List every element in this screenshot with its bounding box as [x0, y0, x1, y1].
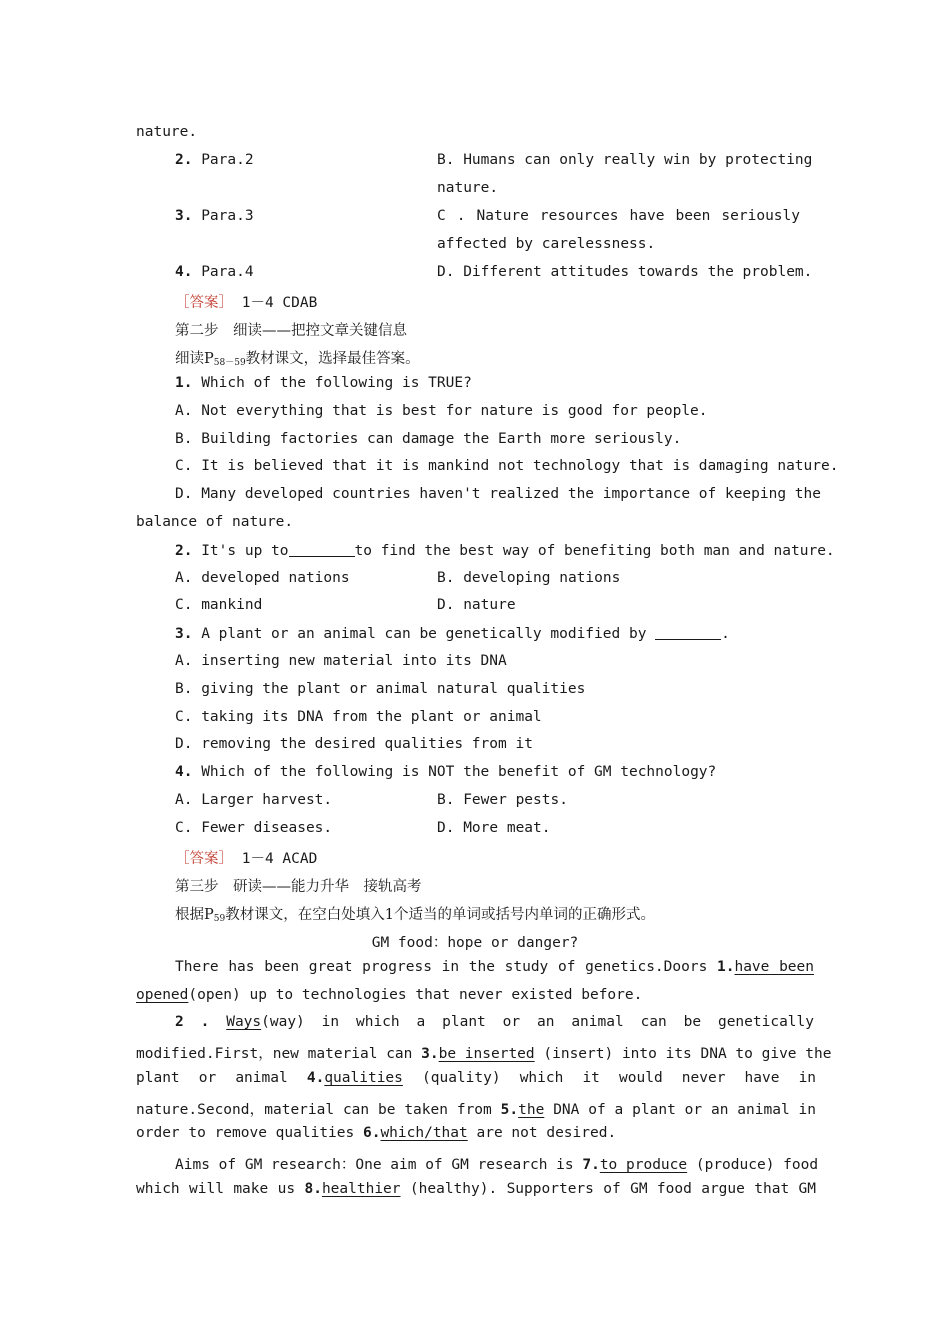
passage-text: (produce) food: [695, 1157, 819, 1173]
question-1: [175, 375, 855, 391]
blank-answer: qualities: [324, 1070, 403, 1086]
question-num: 4.: [175, 764, 193, 780]
question-num: 1.: [175, 375, 193, 391]
question-text: to find the best way of benefiting both man and nature.: [354, 543, 835, 559]
passage-line: [136, 1070, 816, 1086]
match-para: Para.4: [201, 264, 254, 280]
passage-line: [175, 959, 814, 975]
option: B. Building factories can damage the Earth more seriously.: [175, 431, 682, 447]
blank-answer: Ways: [226, 1014, 262, 1030]
passage-line: [136, 987, 816, 1003]
passage-line: [175, 1014, 814, 1030]
match-option: B. Humans can only really win by protecting: [437, 152, 813, 168]
passage-text: (way) in which a plant or an animal can be genetically: [261, 1014, 814, 1030]
option: A. developed nations: [175, 570, 350, 586]
question-text: It's up to: [201, 543, 289, 559]
option: D. removing the desired qualities from it: [175, 736, 533, 752]
option: A. Larger harvest.: [175, 792, 333, 808]
match-answer: [175, 291, 855, 312]
option: B. giving the plant or animal natural qualities: [175, 681, 586, 697]
option: C. It is believed that it is mankind not technology that is damaging nature.: [175, 458, 839, 474]
match-option: C . Nature resources have been seriously: [437, 208, 800, 224]
passage-text: nature.Second，material can be taken from: [136, 1102, 492, 1118]
passage-text: Aims of GM research：One aim of GM research is: [175, 1157, 574, 1173]
answer-blank: [655, 625, 721, 640]
instr-text: 教材课文，选择最佳答案。: [245, 351, 420, 367]
option: B. Fewer pests.: [437, 792, 568, 808]
option: A. Not everything that is best for nature is good for people.: [175, 403, 708, 419]
option: C. taking its DNA from the plant or animal: [175, 709, 542, 725]
blank-num: 2 .: [175, 1014, 210, 1030]
passage-text: order to remove qualities: [136, 1125, 355, 1141]
match-num: 4.: [175, 264, 193, 280]
passage-text: modified.First，new material can: [136, 1046, 413, 1062]
blank-answer: which/that: [380, 1125, 468, 1141]
step2-instruction: [175, 347, 855, 368]
match-num: 2.: [175, 152, 193, 168]
answer-tag: ［答案］: [175, 295, 233, 311]
page-ref: 59: [213, 914, 226, 924]
question-num: 3.: [175, 626, 193, 642]
instr-text: 教材课文，在空白处填入1个适当的单词或括号内单词的正确形式。: [225, 907, 655, 923]
step3-instruction: [175, 903, 855, 924]
passage-text: (open) up to technologies that never existed before.: [188, 987, 643, 1003]
passage-text: plant or animal: [136, 1070, 288, 1086]
blank-num: 4.: [306, 1070, 325, 1086]
passage-text: (insert) into its DNA to give the: [543, 1046, 832, 1062]
match-option-cont: nature.: [437, 180, 499, 196]
blank-answer: the: [518, 1102, 545, 1118]
question-num: 2.: [175, 543, 193, 559]
blank-answer: opened: [136, 987, 189, 1003]
blank-num: 5.: [500, 1102, 519, 1118]
answer-text: 1－4 CDAB: [241, 295, 318, 311]
question-text: .: [721, 626, 730, 642]
question-text: A plant or an animal can be genetically modified by: [201, 626, 647, 642]
blank-num: 8.: [304, 1181, 322, 1197]
question-4: [175, 764, 855, 780]
instr-text: 根据P: [175, 907, 214, 923]
option: D. nature: [437, 597, 516, 613]
question-text: Which of the following is TRUE?: [201, 375, 472, 391]
passage-text: (quality) which it would never have in: [422, 1070, 817, 1086]
passage-text: which will make us: [136, 1181, 296, 1197]
match-para: Para.3: [201, 208, 254, 224]
option: C. Fewer diseases.: [175, 820, 333, 836]
passage-line: [136, 1042, 832, 1063]
question-text: Which of the following is NOT the benefit of GM technology?: [201, 764, 717, 780]
passage-line: [136, 1181, 816, 1197]
option-cont: balance of nature.: [136, 514, 294, 530]
passage-line: [136, 1125, 816, 1141]
match-num: 3.: [175, 208, 193, 224]
option: C. mankind: [175, 597, 263, 613]
blank-num: 6.: [362, 1125, 381, 1141]
match-para: Para.2: [201, 152, 254, 168]
answer-tag: ［答案］: [175, 851, 233, 867]
answer-text: 1－4 ACAD: [241, 851, 318, 867]
passage-text: are not desired.: [476, 1125, 617, 1141]
passage-text: (healthy). Supporters of GM food argue that GM: [409, 1181, 817, 1197]
option: A. inserting new material into its DNA: [175, 653, 507, 669]
match-option: D. Different attitudes towards the problem.: [437, 264, 813, 280]
passage-title: GM food：hope or danger?: [371, 935, 579, 951]
step2-heading: 第二步 细读——把控文章关键信息: [175, 323, 407, 339]
blank-answer: have been: [734, 959, 814, 975]
passage-text: There has been great progress in the study of genetics.Doors: [175, 959, 708, 975]
passage-line: [175, 1153, 819, 1174]
option: B. developing nations: [437, 570, 621, 586]
answer-blank: [289, 542, 355, 557]
step3-heading: 第三步 研读——能力升华 接轨高考: [175, 879, 422, 895]
blank-answer: healthier: [321, 1181, 401, 1197]
option: D. More meat.: [437, 820, 551, 836]
passage-text: DNA of a plant or an animal in: [553, 1102, 817, 1118]
option: D. Many developed countries haven't realized the importance of keeping the: [175, 486, 822, 502]
page-ref: 58－59: [213, 358, 246, 368]
passage-line: [136, 1098, 816, 1119]
match-option-cont: affected by carelessness.: [437, 236, 656, 252]
instr-text: 细读P: [175, 351, 214, 367]
step2-answer: [175, 847, 855, 868]
blank-answer: to produce: [599, 1157, 688, 1173]
question-3: [175, 625, 855, 642]
blank-answer: be inserted: [438, 1046, 535, 1062]
question-2: [175, 542, 855, 559]
blank-num: 7.: [582, 1157, 600, 1173]
blank-num: 1.: [717, 959, 735, 975]
match-continuation: nature.: [136, 124, 198, 140]
blank-num: 3.: [421, 1046, 439, 1062]
